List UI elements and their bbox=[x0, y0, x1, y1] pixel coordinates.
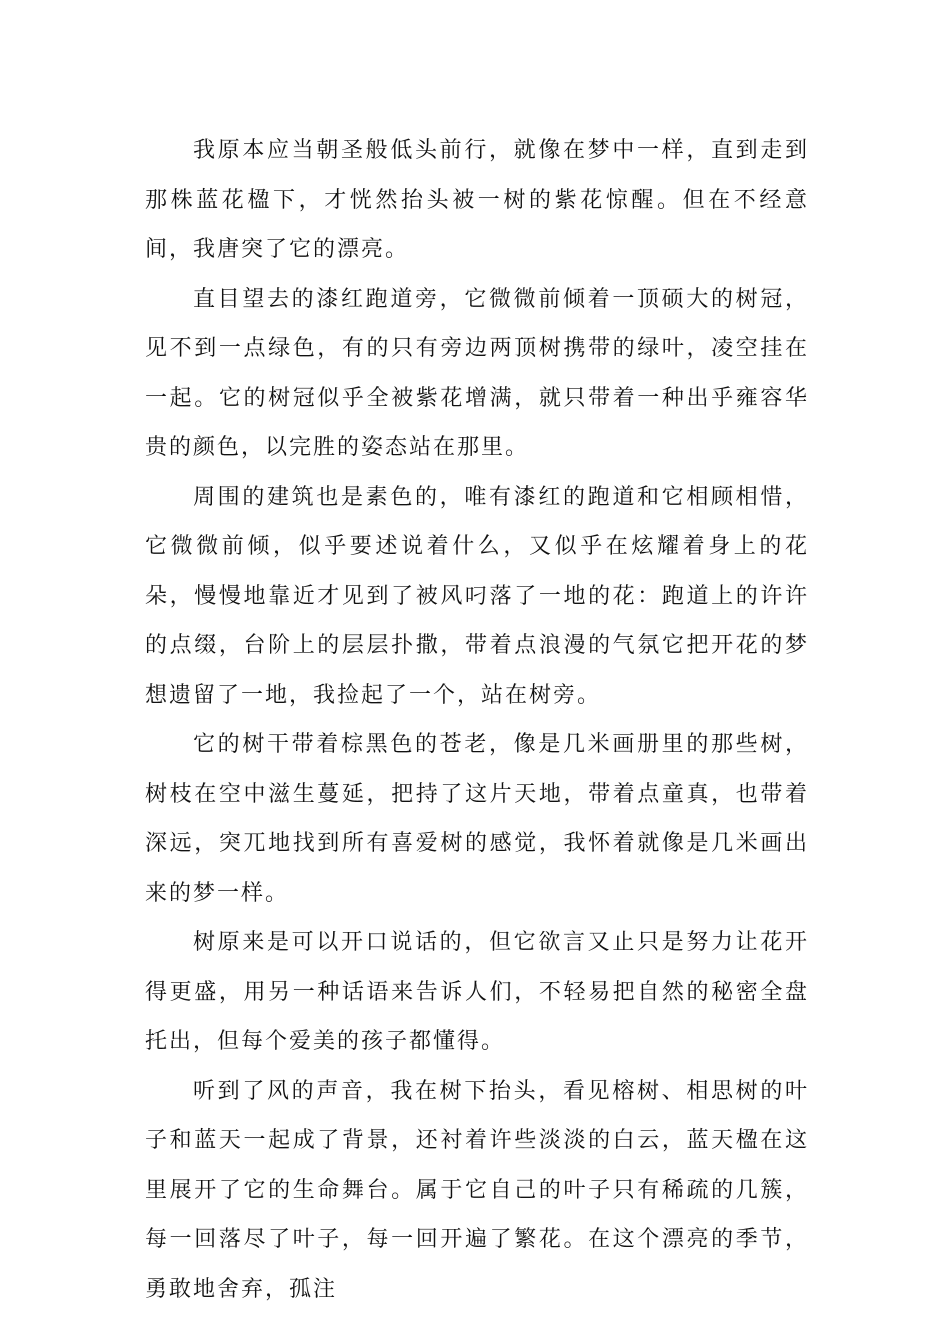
document-body bbox=[145, 126, 809, 1314]
paragraph-6: 听到了风的声音，我在树下抬头，看见榕树、相思树的叶子和蓝天一起成了背景，还衬着许些淡淡的白云，蓝天楹在这里展开了它的生命舞台。属于它自己的叶子只有稀疏的几簇，每一回落尽了叶子，每一回开遍了繁花。在这个漂亮的季节，勇敢地舍弃，孤注 bbox=[145, 1078, 809, 1302]
paragraph-1: 我原本应当朝圣般低头前行，就像在梦中一样，直到走到那株蓝花楹下，才恍然抬头被一树的紫花惊醒。但在不经意间，我唐突了它的漂亮。 bbox=[145, 138, 809, 262]
paragraph-4: 它的树干带着棕黑色的苍老，像是几米画册里的那些树，树枝在空中滋生蔓延，把持了这片天地，带着点童真，也带着深远，突兀地找到所有喜爱树的感觉，我怀着就像是几米画出来的梦一样。 bbox=[145, 732, 809, 906]
paragraph-3: 周围的建筑也是素色的，唯有漆红的跑道和它相顾相惜，它微微前倾，似乎要述说着什么，又似乎在炫耀着身上的花朵，慢慢地靠近才见到了被风叼落了一地的花：跑道上的许许的点缀，台阶上的层层扑撒，带着点浪漫的气氛它把开花的梦想遗留了一地，我捡起了一个，站在树旁。 bbox=[145, 484, 809, 708]
paragraph-5: 树原来是可以开口说话的，但它欲言又止只是努力让花开得更盛，用另一种话语来告诉人们，不轻易把自然的秘密全盘托出，但每个爱美的孩子都懂得。 bbox=[145, 930, 809, 1054]
paragraph-2: 直目望去的漆红跑道旁，它微微前倾着一顶硕大的树冠，见不到一点绿色，有的只有旁边两顶树携带的绿叶，凌空挂在一起。它的树冠似乎全被紫花增满，就只带着一种出乎雍容华贵的颜色，以完胜的姿态站在那里。 bbox=[145, 286, 809, 460]
